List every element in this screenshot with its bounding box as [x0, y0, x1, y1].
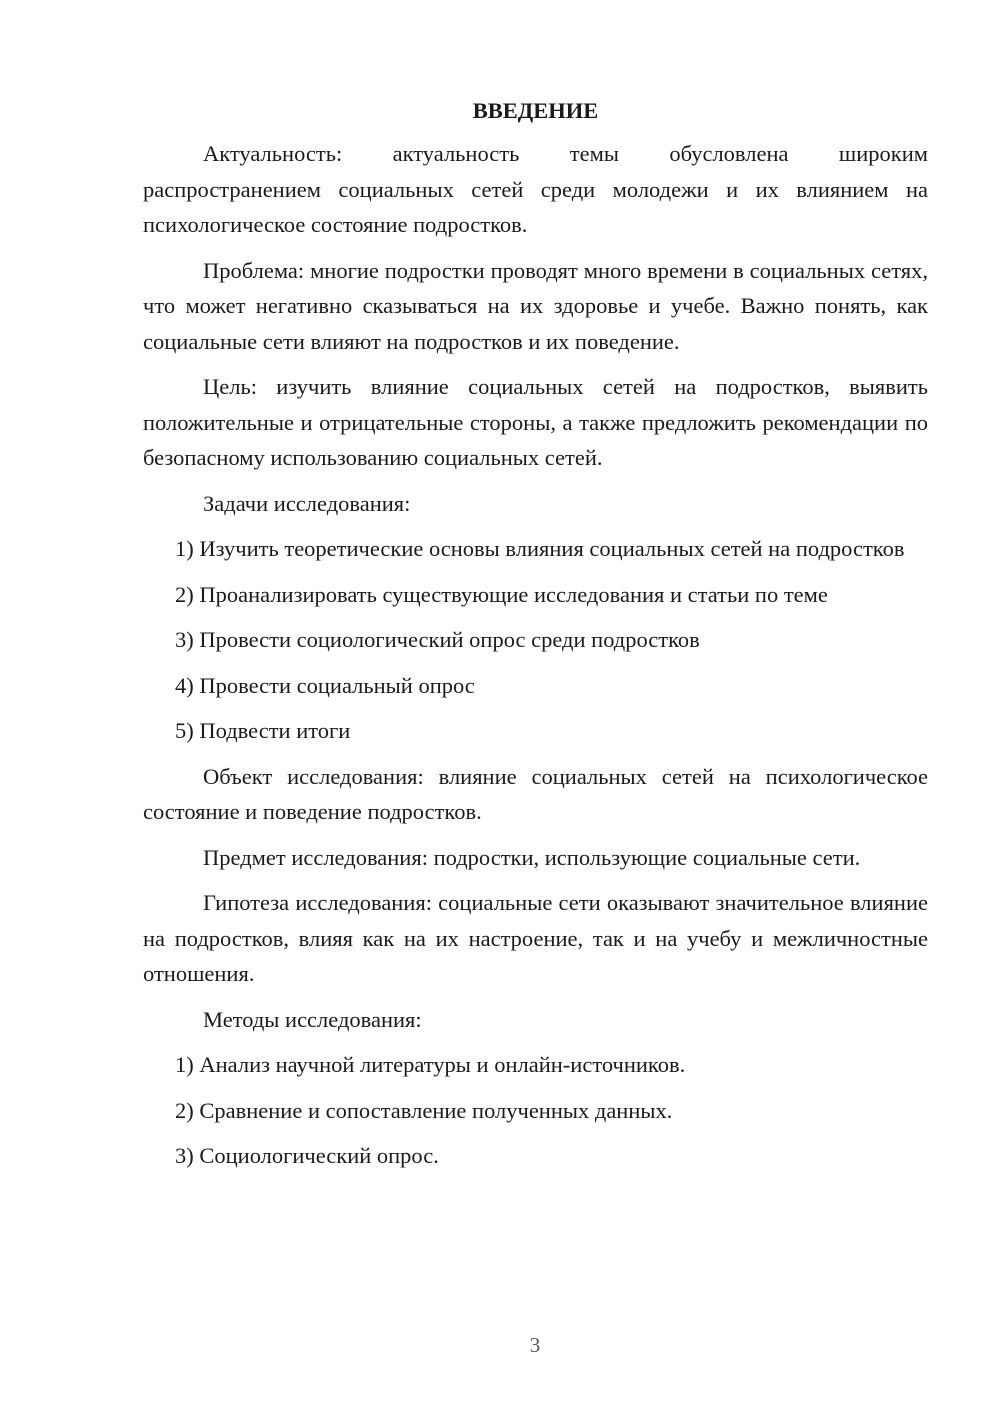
task-item-2: 2) Проанализировать существующие исследования и статьи по теме [175, 581, 828, 607]
page-number: 3 [529, 1333, 541, 1357]
task-item-3: 3) Провести социологический опрос среди подростков [175, 627, 700, 652]
document-page [143, 96, 928, 1184]
task-item-5: 5) Подвести итоги [175, 718, 351, 743]
method-item-3: 3) Социологический опрос. [175, 1143, 439, 1168]
method-item-1: 1) Анализ научной литературы и онлайн-источников. [175, 1052, 686, 1077]
object-paragraph: Объект исследования: влияние социальных сетей на психологическое состояние и поведение подростков. [143, 763, 928, 824]
subject-paragraph: Предмет исследования: подростки, использующие социальные сети. [203, 844, 861, 870]
method-item-2: 2) Сравнение и сопоставление полученных данных. [175, 1097, 673, 1123]
task-item-1: 1) Изучить теоретические основы влияния социальных сетей на подростков [175, 536, 905, 561]
relevance-paragraph: Актуальность: актуальность темы обусловлена широким распространением социальных сетей среди молодежи и их влиянием на психологическое состояние подростков. [143, 141, 928, 237]
section-heading: ВВЕДЕНИЕ [472, 98, 599, 123]
goal-paragraph: Цель: изучить влияние социальных сетей на подростков, выявить положительные и отрицательные стороны, а также предложить рекомендации по безопасному использованию социальных сетей. [143, 374, 928, 470]
problem-paragraph: Проблема: многие подростки проводят много времени в социальных сетях, что может негативно сказываться на их здоровье и учебе. Важно понять, как социальные сети влияют на подростков и их поведение. [143, 257, 928, 354]
methods-heading: Методы исследования: [203, 1006, 422, 1032]
task-item-4: 4) Провести социальный опрос [175, 672, 475, 698]
hypothesis-paragraph: Гипотеза исследования: социальные сети оказывают значительное влияние на подростков, влияя как на их настроение, так и на учебу и межличностные отношения. [143, 890, 928, 986]
tasks-heading: Задачи исследования: [203, 490, 411, 516]
